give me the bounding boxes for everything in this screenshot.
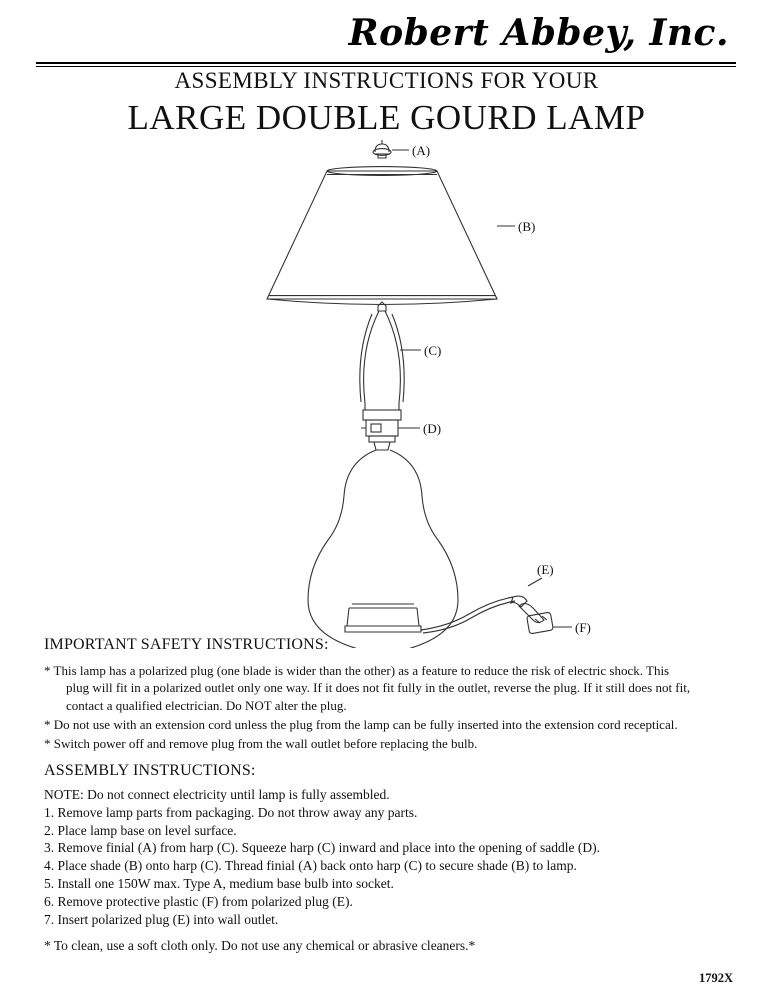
assembly-step: 5. Install one 150W max. Type A, medium base bulb into socket.	[44, 876, 394, 892]
safety-item-line1: * This lamp has a polarized plug (one blade is wider than the other) as a feature to reduce the risk of electric shock. This	[44, 663, 670, 678]
saddle-shape	[361, 410, 403, 450]
company-logo: Robert Abbey, Inc.	[348, 12, 729, 54]
assembly-step: 2. Place lamp base on level surface.	[44, 822, 237, 838]
safety-item	[44, 735, 734, 752]
safety-list	[44, 662, 734, 752]
svg-text:(D): (D)	[423, 421, 442, 436]
lamp-diagram	[0, 138, 773, 648]
safety-item-line1: * Switch power off and remove plug from the wall outlet before replacing the bulb.	[44, 736, 478, 752]
assembly-heading: ASSEMBLY INSTRUCTIONS:	[44, 762, 256, 779]
safety-section	[44, 636, 734, 754]
safety-item	[44, 716, 734, 733]
lamp-body-shape	[308, 450, 458, 648]
assembly-step: 3. Remove finial (A) from harp (C). Squeeze harp (C) inward and place into the opening of saddle (D).	[44, 840, 600, 856]
shade-shape	[267, 167, 497, 305]
subtitle: ASSEMBLY INSTRUCTIONS FOR YOUR	[174, 68, 599, 93]
safety-item-line2: plug will fit in a polarized outlet only one way. If it does not fit fully in the outlet, reverse the plug. If it still does not fit,	[66, 680, 691, 696]
safety-heading: IMPORTANT SAFETY INSTRUCTIONS:	[44, 636, 329, 653]
assembly-note: NOTE: Do not connect electricity until lamp is fully assembled.	[44, 787, 390, 802]
assembly-step: 6. Remove protective plastic (F) from polarized plug (E).	[44, 893, 353, 909]
cleaning-note: * To clean, use a soft cloth only. Do not use any chemical or abrasive cleaners.*	[44, 938, 476, 953]
safety-item-line3: contact a qualified electrician. Do NOT alter the plug.	[66, 697, 347, 713]
svg-text:(C): (C)	[424, 343, 442, 358]
harp-shape	[360, 302, 404, 410]
svg-text:(A): (A)	[412, 143, 431, 158]
document-code: 1792X	[698, 971, 733, 985]
assembly-section	[44, 762, 734, 929]
header-divider	[36, 62, 736, 64]
power-cord	[421, 597, 515, 633]
safety-item-line1: * Do not use with an extension cord unless the plug from the lamp can be fully inserted into the extension cord receptical.	[44, 716, 678, 732]
svg-text:(F): (F)	[575, 620, 591, 635]
svg-text:(B): (B)	[518, 219, 536, 234]
svg-text:(E): (E)	[537, 562, 554, 577]
assembly-step: 7. Insert polarized plug (E) into wall outlet.	[44, 911, 279, 927]
lamp-base-shape	[345, 604, 421, 632]
page-title: LARGE DOUBLE GOURD LAMP	[127, 98, 646, 137]
safety-item	[44, 662, 734, 714]
finial-shape	[373, 140, 391, 158]
assembly-step: 4. Place shade (B) onto harp (C). Thread finial (A) back onto harp (C) to secure shade (B) to lamp.	[44, 858, 577, 874]
assembly-step: 1. Remove lamp parts from packaging. Do not throw away any parts.	[44, 804, 418, 820]
polarized-plug-shape	[511, 596, 553, 634]
